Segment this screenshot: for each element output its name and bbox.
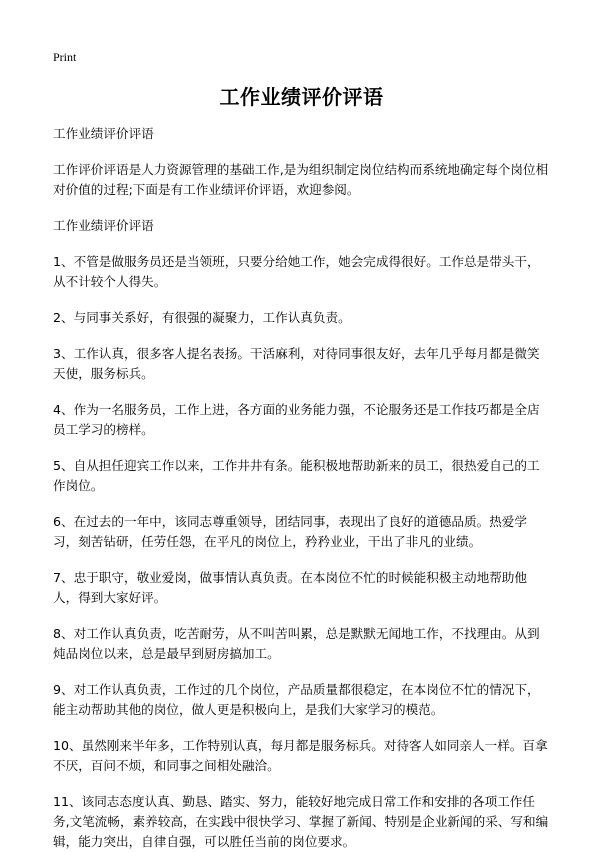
- document-title: 工作业绩评价评语: [219, 85, 384, 109]
- document-subtitle: 工作业绩评价评语: [53, 126, 154, 141]
- list-item: 9、对工作认真负责，工作过的几个岗位，产品质量都很稳定，在本岗位不忙的情况下，能主动帮助其他的岗位，做人更是积极向上，是我们大家学习的模范。: [53, 682, 540, 717]
- intro-paragraph: 工作评价评语是人力资源管理的基础工作,是为组织制定岗位结构而系统地确定每个岗位相对价值的过程;下面是有工作业绩评价评语，欢迎参阅。: [53, 162, 549, 197]
- list-item: 4、作为一名服务员，工作上进，各方面的业务能力强，不论服务还是工作技巧都是全店员工学习的榜样。: [53, 402, 540, 437]
- print-link[interactable]: Print: [53, 50, 77, 64]
- list-item: 3、工作认真，很多客人提名表扬。干活麻利，对待同事很友好，去年几乎每月都是微笑天使，服务标兵。: [53, 346, 540, 381]
- list-item: 6、在过去的一年中，该同志尊重领导，团结同事，表现出了良好的道德品质。热爱学习，刻苦钻研，任劳任怨，在平凡的岗位上，矜矜业业，干出了非凡的业绩。: [53, 514, 527, 549]
- list-item: 7、忠于职守，敬业爱岗，做事情认真负责。在本岗位不忙的时候能积极主动地帮助他人，得到大家好评。: [53, 570, 527, 605]
- list-item: 11、该同志态度认真、勤恳、踏实、努力，能较好地完成日常工作和安排的各项工作任务,文笔流畅，素养较高，在实践中很快学习、掌握了新闻、特别是企业新闻的采、写和编辑，能力突出，自律自强，可以胜任当前的岗位要求。: [53, 794, 549, 849]
- section-heading: 工作业绩评价评语: [53, 218, 154, 233]
- list-item: 2、与同事关系好，有很强的凝聚力，工作认真负责。: [53, 310, 351, 325]
- list-item: 5、自从担任迎宾工作以来，工作井井有条。能积极地帮助新来的员工，很热爱自己的工作岗位。: [53, 458, 540, 493]
- list-item: 8、对工作认真负责，吃苦耐劳，从不叫苦叫累，总是默默无闻地工作，不找理由。从到炖品岗位以来，总是最早到厨房搞加工。: [53, 626, 540, 661]
- list-item: 10、虽然刚来半年多，工作特别认真，每月都是服务标兵。对待客人如同亲人一样。百拿不厌，百问不烦，和同事之间相处融洽。: [53, 738, 548, 773]
- list-item: 1、不管是做服务员还是当领班，只要分给她工作，她会完成得很好。工作总是带头干，从不计较个人得失。: [53, 254, 540, 289]
